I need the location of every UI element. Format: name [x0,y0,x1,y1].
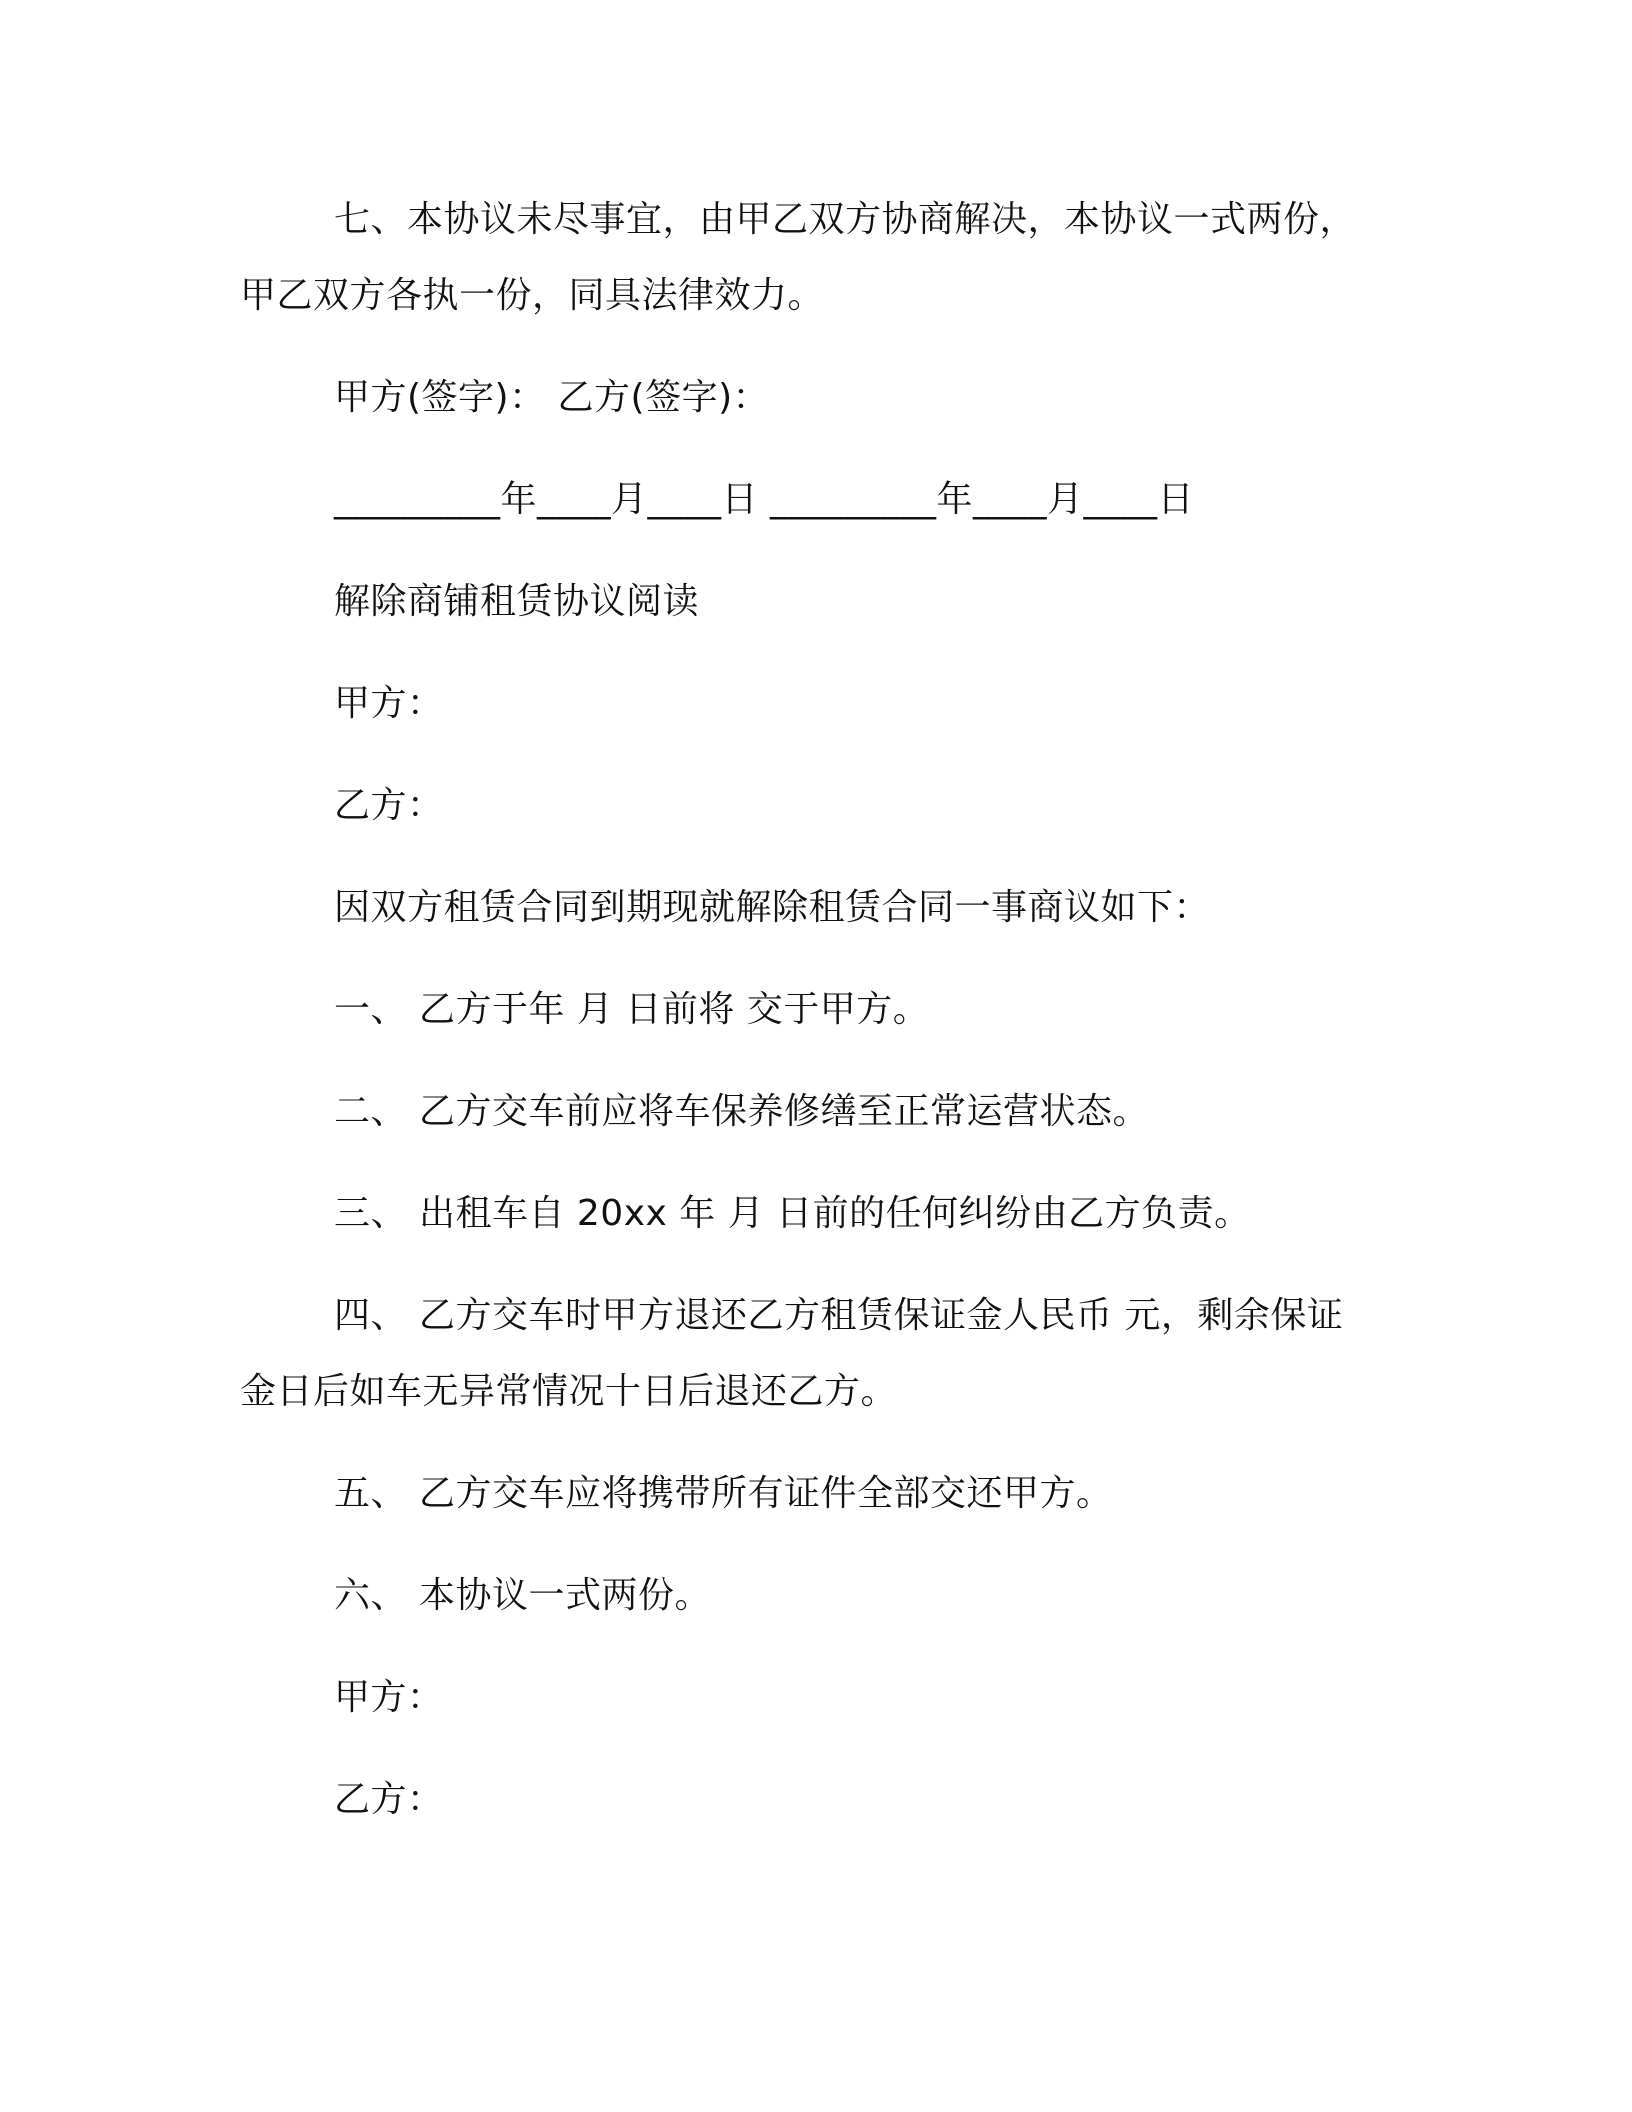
party-a-end-label: 甲方： [334,1677,444,1718]
party-b-label: 乙方： [334,785,444,826]
item-4-line-1: 四、 乙方交车时甲方退还乙方租赁保证金人民币 元，剩余保证 [334,1295,1344,1336]
clause-7-line-1: 七、本协议未尽事宜，由甲乙双方协商解决，本协议一式两份， [334,199,1357,240]
date-blanks-line: _________年____月____日 _________年____月____日 [334,479,1194,520]
party-b-end-label: 乙方： [334,1779,444,1820]
item-3: 三、 出租车自 20xx 年 月 日前的任何纠纷由乙方负责。 [334,1193,1251,1234]
item-6: 六、 本协议一式两份。 [334,1575,711,1616]
party-a-label: 甲方： [334,683,444,724]
section-title: 解除商铺租赁协议阅读 [334,581,700,622]
signature-line: 甲方(签字)： 乙方(签字)： [334,377,770,418]
item-2: 二、 乙方交车前应将车保养修缮至正常运营状态。 [334,1091,1149,1132]
clause-7-line-2: 甲乙双方各执一份，同具法律效力。 [240,275,825,316]
item-4-line-2: 金日后如车无异常情况十日后退还乙方。 [240,1371,898,1412]
item-5: 五、 乙方交车应将携带所有证件全部交还甲方。 [334,1473,1113,1514]
intro-paragraph: 因双方租赁合同到期现就解除租赁合同一事商议如下： [334,887,1211,928]
item-1: 一、 乙方于年 月 日前将 交于甲方。 [334,989,930,1030]
